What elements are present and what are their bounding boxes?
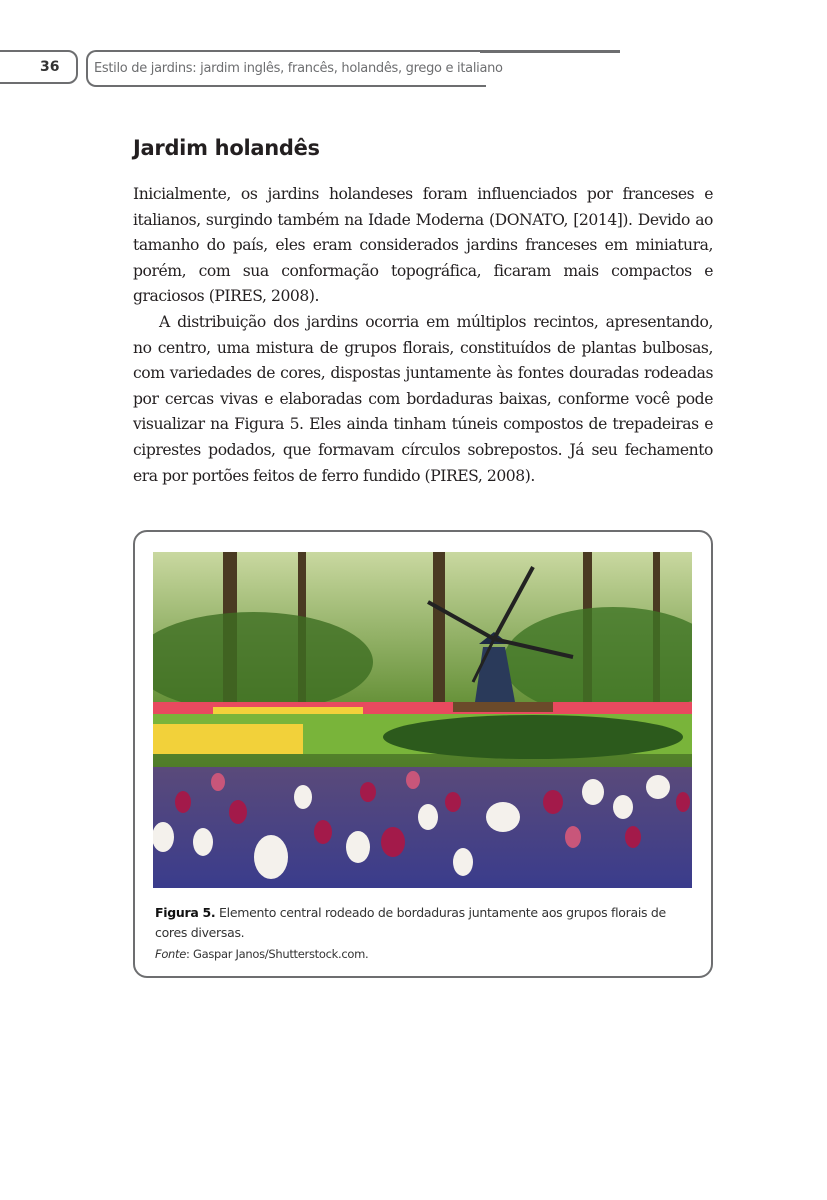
source-label: Fonte (155, 947, 187, 961)
page-number-box (0, 50, 78, 84)
source-text: : Gaspar Janos/Shutterstock.com. (186, 947, 369, 961)
figure-caption (155, 903, 695, 943)
paragraph: Inicialmente, os jardins holandeses foram influenciados por franceses e italianos, surgindo também na Idade Moderna (DONATO, [2014]). Devido ao tamanho do país, eles eram considerados jardins franceses em miniatura, porém, com sua conformação topográfica, ficaram mais compactos e graciosos (PIRES, 2008). (133, 185, 713, 306)
garden-windmill-photo (153, 552, 692, 888)
paragraph: A distribuição dos jardins ocorria em múltiplos recintos, apresentando, no centro, uma mistura de grupos florais, constituídos de plantas bulbosas, com variedades de cores, dispostas juntamente às fontes douradas rodeadas por cercas vivas e elaboradas com bordaduras baixas, conforme você pode visualizar na Figura 5. Eles ainda tinham túneis compostos de trepadeiras e ciprestes podados, que formavam círculos sobrepostos. Já seu fechamento era por portões feitos de ferro fundido (PIRES, 2008). (133, 312, 713, 485)
figure-caption-text: Elemento central rodeado de bordaduras juntamente aos grupos florais de cores diversas. (155, 905, 666, 940)
figure-source (155, 947, 368, 961)
page-number: 36 (40, 59, 60, 75)
section-title: Jardim holandês (133, 136, 320, 160)
header-rule (480, 50, 620, 53)
running-title: Estilo de jardins: jardim inglês, francês, holandês, grego e italiano (94, 61, 503, 76)
figure-label: Figura 5. (155, 905, 216, 920)
body-text (133, 182, 713, 489)
